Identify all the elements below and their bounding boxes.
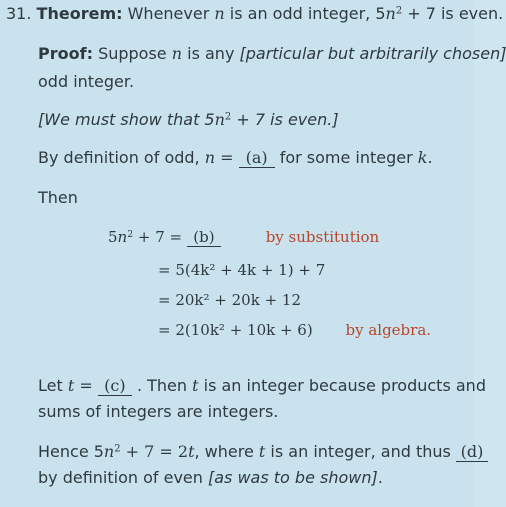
final-line — [38, 468, 383, 487]
var-n: n — [214, 110, 225, 129]
theorem-line — [6, 4, 503, 23]
var-t: t — [188, 442, 195, 461]
var-n: n — [214, 4, 225, 23]
var-t: t — [258, 442, 266, 461]
hence-text: is an integer, and thus — [265, 442, 456, 461]
var-t: t — [67, 376, 75, 395]
note-algebra: by algebra. — [345, 321, 432, 339]
final-text: . — [377, 468, 383, 487]
theorem-text: Whenever — [127, 4, 215, 23]
equation-3: = 20k² + 20k + 12 — [158, 291, 301, 309]
equation-2: = 5(4k² + 4k + 1) + 7 — [158, 261, 326, 279]
blank-b[interactable]: (b) — [187, 229, 221, 247]
exponent: 2 — [127, 228, 134, 240]
eq1-left: + 7 = — [133, 228, 187, 246]
exponent: 2 — [114, 443, 121, 455]
equals: = — [74, 376, 98, 395]
var-k: k — [417, 148, 428, 167]
var-n: n — [103, 442, 115, 461]
blank-d[interactable]: (d) — [456, 443, 488, 462]
hence-text: + 7 = 2 — [120, 442, 189, 461]
definition-odd-line — [38, 148, 433, 168]
must-show-text: [We must show that 5 — [38, 110, 215, 129]
must-show-line — [38, 110, 339, 129]
let-line — [38, 376, 486, 396]
exponent: 2 — [224, 111, 232, 123]
var-t: t — [192, 376, 199, 395]
proof-line-2: odd integer. — [38, 72, 135, 91]
equation-1 — [108, 228, 379, 247]
must-show-text: + 7 is even.] — [231, 110, 339, 129]
let-line-2: sums of integers are integers. — [38, 402, 279, 421]
var-n: n — [171, 44, 183, 63]
hence-line — [38, 442, 488, 462]
blank-a[interactable]: (a) — [239, 149, 275, 168]
def-text: for some integer — [274, 148, 418, 167]
theorem-label: Theorem: — [36, 4, 123, 23]
exponent: 2 — [395, 5, 403, 17]
note-substitution: by substitution — [265, 228, 380, 246]
def-text: . — [427, 148, 433, 167]
equation-4 — [158, 321, 431, 339]
var-n: n — [204, 148, 216, 167]
equals: = — [215, 148, 239, 167]
theorem-text: + 7 is even. — [402, 4, 504, 23]
hence-text: , where — [194, 442, 259, 461]
final-italic: [as was to be shown] — [208, 468, 378, 487]
then-line: Then — [38, 188, 78, 207]
proof-text: is any — [182, 44, 240, 63]
hence-text: Hence 5 — [38, 442, 104, 461]
var-n: n — [385, 4, 396, 23]
blank-c[interactable]: (c) — [98, 377, 132, 396]
problem-number: 31. — [6, 4, 32, 23]
let-text: is an integer because products and — [198, 376, 486, 395]
let-text: . Then — [131, 376, 193, 395]
proof-label: Proof: — [38, 44, 93, 63]
proof-text: Suppose — [98, 44, 172, 63]
eq1-left: 5 — [108, 228, 118, 246]
eq4-text: = 2(10k² + 10k + 6) — [158, 321, 313, 339]
proof-line-1 — [38, 44, 506, 63]
def-text: By definition of odd, — [38, 148, 205, 167]
var-n: n — [117, 228, 128, 246]
final-text: by definition of even — [38, 468, 208, 487]
let-text: Let — [38, 376, 68, 395]
proof-italic: [particular but arbitrarily chosen] — [239, 44, 506, 63]
theorem-text: is an odd integer, 5 — [224, 4, 386, 23]
